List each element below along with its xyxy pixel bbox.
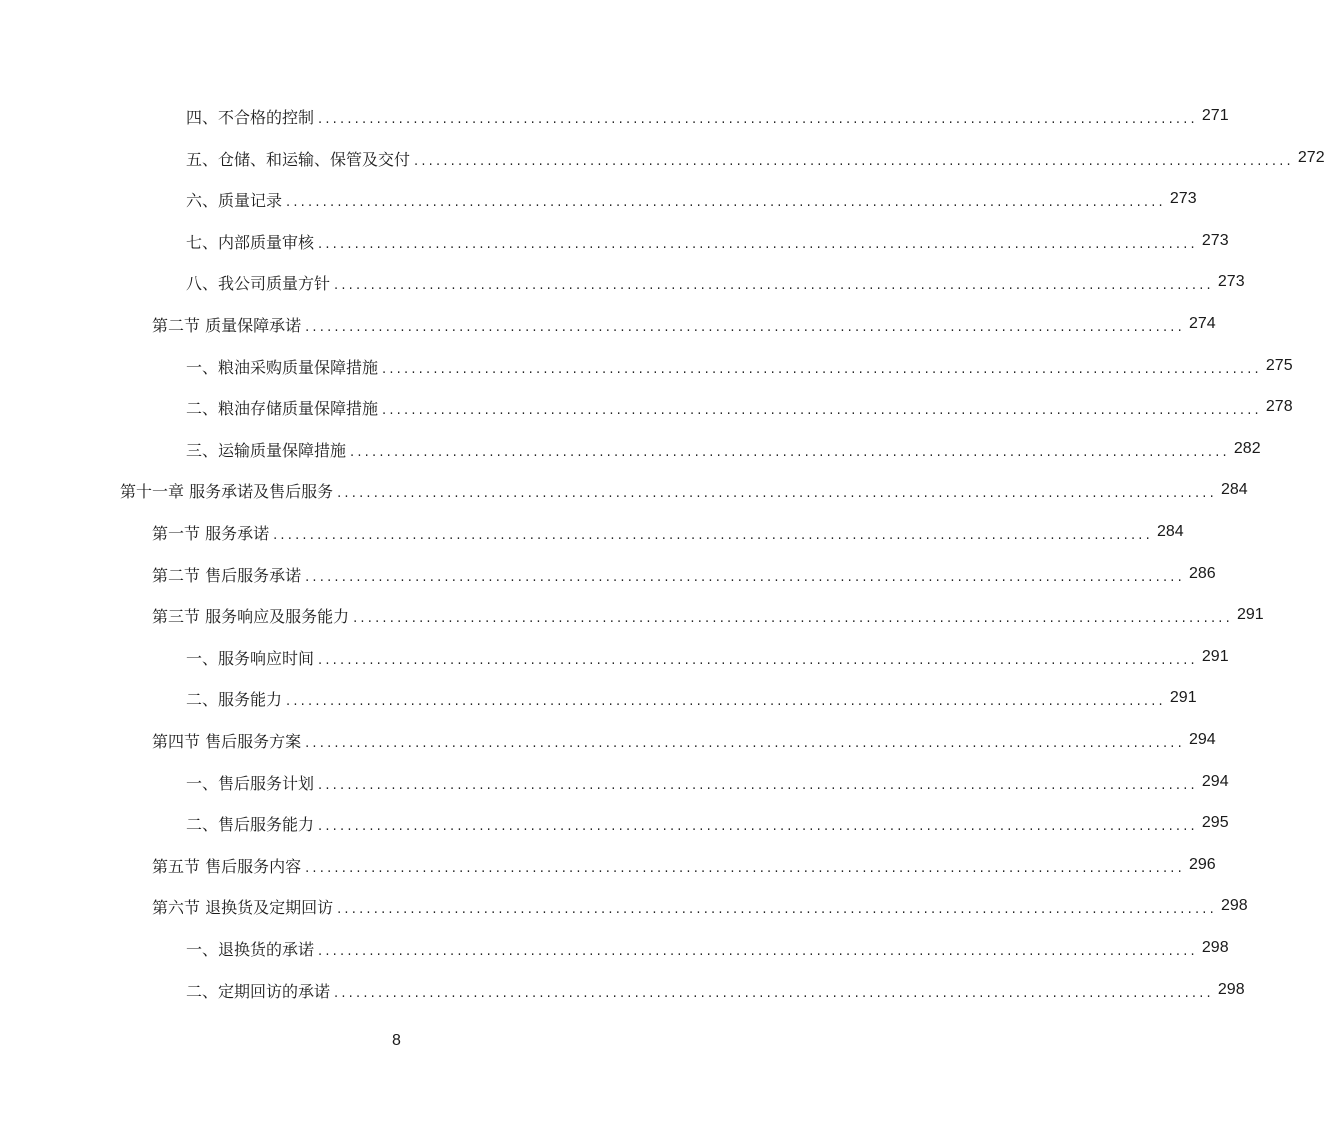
toc-entry[interactable]	[0, 603, 1264, 627]
toc-entry-title: 六、质量记录	[186, 190, 283, 210]
page-number: 8	[392, 1032, 401, 1049]
toc-entry-page: 271	[1201, 107, 1229, 124]
toc-entry-page: 273	[1169, 190, 1197, 207]
dot-leader: ........................................................................................................................	[334, 985, 1214, 1001]
toc-entry[interactable]	[0, 562, 1216, 586]
toc-entry-title: 二、定期回访的承诺	[186, 981, 331, 1001]
toc-entry-title: 一、服务响应时间	[186, 648, 315, 668]
toc-entry[interactable]	[0, 270, 1245, 294]
dot-leader: ........................................................................................................................	[318, 818, 1198, 834]
toc-entry[interactable]	[0, 645, 1229, 669]
toc-entry-title: 二、售后服务能力	[186, 814, 315, 834]
toc-entry[interactable]	[0, 770, 1229, 794]
dot-leader: ........................................................................................................................	[305, 319, 1185, 335]
toc-entry-page: 295	[1201, 814, 1229, 831]
toc-entry-title: 七、内部质量审核	[186, 232, 315, 252]
dot-leader: ........................................................................................................................	[334, 277, 1214, 293]
toc-entry-page: 278	[1265, 398, 1293, 415]
toc-entry-page: 273	[1201, 232, 1229, 249]
toc-entry-title: 一、退换货的承诺	[186, 939, 315, 959]
dot-leader: ........................................................................................................................	[273, 527, 1153, 543]
toc-entry-title: 二、粮油存储质量保障措施	[186, 398, 379, 418]
toc-entry[interactable]	[0, 146, 1325, 170]
dot-leader: ........................................................................................................................	[286, 693, 1166, 709]
toc-entry-page: 296	[1188, 856, 1216, 873]
toc-entry-page: 282	[1233, 440, 1261, 457]
toc-entry[interactable]	[0, 894, 1248, 918]
toc-entry[interactable]	[0, 354, 1293, 378]
dot-leader: ........................................................................................................................	[414, 153, 1294, 169]
dot-leader: ........................................................................................................................	[350, 444, 1230, 460]
toc-entry[interactable]	[0, 520, 1184, 544]
dot-leader: ........................................................................................................................	[318, 943, 1198, 959]
toc-entry-page: 275	[1265, 357, 1293, 374]
dot-leader: ........................................................................................................................	[382, 402, 1262, 418]
toc-entry[interactable]	[0, 312, 1216, 336]
toc-entry-title: 第二节 质量保障承诺	[152, 315, 302, 335]
toc-entry-page: 284	[1220, 481, 1248, 498]
toc-entry[interactable]	[0, 978, 1245, 1002]
dot-leader: ........................................................................................................................	[318, 652, 1198, 668]
dot-leader: ........................................................................................................................	[337, 901, 1217, 917]
toc-entry-title: 三、运输质量保障措施	[186, 440, 347, 460]
toc-entry[interactable]	[0, 437, 1261, 461]
toc-entry-page: 294	[1188, 731, 1216, 748]
dot-leader: ........................................................................................................................	[318, 236, 1198, 252]
dot-leader: ........................................................................................................................	[337, 485, 1217, 501]
toc-entry[interactable]	[0, 811, 1229, 835]
toc-entry[interactable]	[0, 229, 1229, 253]
dot-leader: ........................................................................................................................	[318, 777, 1198, 793]
toc-entry[interactable]	[0, 478, 1248, 502]
dot-leader: ........................................................................................................................	[305, 860, 1185, 876]
toc-entry[interactable]	[0, 104, 1229, 128]
toc-entry-title: 第四节 售后服务方案	[152, 731, 302, 751]
toc-entry-title: 第六节 退换货及定期回访	[152, 897, 334, 917]
toc-entry[interactable]	[0, 853, 1216, 877]
toc-entry-title: 第一节 服务承诺	[152, 523, 270, 543]
toc-entry-title: 一、粮油采购质量保障措施	[186, 357, 379, 377]
toc-entry-title: 一、售后服务计划	[186, 773, 315, 793]
toc-entry-page: 291	[1236, 606, 1264, 623]
dot-leader: ........................................................................................................................	[305, 735, 1185, 751]
toc-entry-page: 272	[1297, 149, 1325, 166]
toc-entry-page: 298	[1217, 981, 1245, 998]
toc-entry[interactable]	[0, 728, 1216, 752]
dot-leader: ........................................................................................................................	[305, 569, 1185, 585]
toc-entry[interactable]	[0, 686, 1197, 710]
dot-leader: ........................................................................................................................	[353, 610, 1233, 626]
toc-entry-title: 二、服务能力	[186, 689, 283, 709]
toc-entry[interactable]	[0, 395, 1293, 419]
toc-entry-page: 286	[1188, 565, 1216, 582]
toc-entry-page: 291	[1169, 689, 1197, 706]
toc-entry-title: 第三节 服务响应及服务能力	[152, 606, 350, 626]
toc-entry-page: 291	[1201, 648, 1229, 665]
toc-entry-title: 第十一章 服务承诺及售后服务	[120, 481, 334, 501]
toc-entry-title: 五、仓储、和运输、保管及交付	[186, 149, 411, 169]
toc-entry-title: 四、不合格的控制	[186, 107, 315, 127]
toc-entry-page: 273	[1217, 273, 1245, 290]
toc-entry-title: 第二节 售后服务承诺	[152, 565, 302, 585]
toc-entry[interactable]	[0, 936, 1229, 960]
dot-leader: ........................................................................................................................	[382, 361, 1262, 377]
toc-entry-page: 298	[1201, 939, 1229, 956]
toc-entry-title: 八、我公司质量方针	[186, 273, 331, 293]
toc-entry-page: 274	[1188, 315, 1216, 332]
toc-entry-page: 284	[1156, 523, 1184, 540]
toc-entry[interactable]	[0, 187, 1197, 211]
toc-entry-page: 294	[1201, 773, 1229, 790]
toc-entry-title: 第五节 售后服务内容	[152, 856, 302, 876]
toc-entry-page: 298	[1220, 897, 1248, 914]
dot-leader: ........................................................................................................................	[318, 111, 1198, 127]
dot-leader: ........................................................................................................................	[286, 194, 1166, 210]
